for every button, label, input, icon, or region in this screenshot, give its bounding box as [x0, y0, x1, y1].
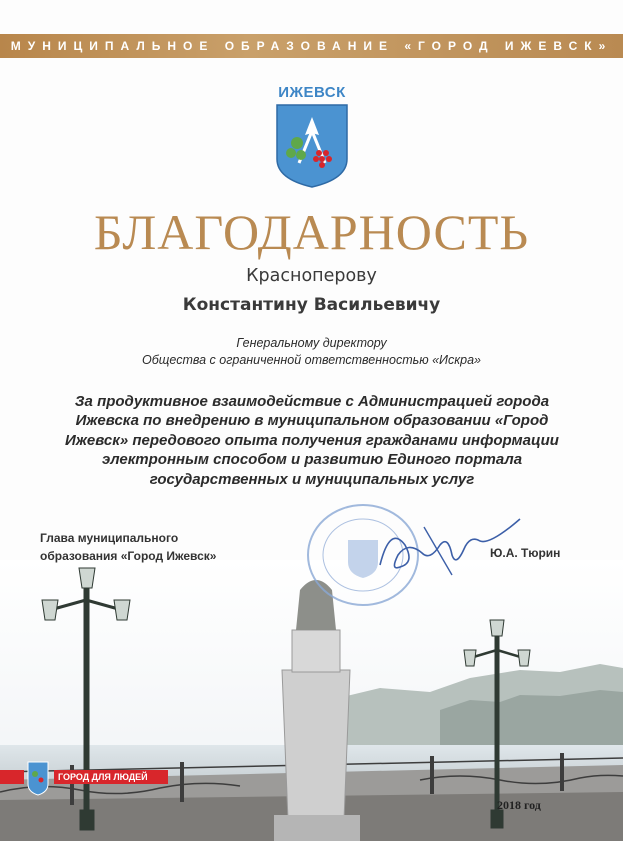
certificate-title: БЛАГОДАРНОСТЬ [93, 204, 530, 260]
certificate-year: 2018 год [497, 798, 541, 812]
city-logo-icon [26, 760, 50, 796]
emblem-city-name: ИЖЕВСК [278, 84, 346, 101]
slogan-banner: ГОРОД ДЛЯ ЛЮДЕЙ [54, 770, 168, 784]
recipient-surname: Красноперову [246, 266, 377, 286]
reason-line: Ижевска по внедрению в муниципальном образовании «Город [75, 412, 549, 430]
signatory-title-line: Глава муниципального [40, 531, 179, 545]
signatory-name: Ю.А. Тюрин [490, 546, 561, 560]
recipient-organization: Общества с ограниченной ответственностью «Искра» [142, 353, 481, 367]
reason-line: электронным способом и развитию Единого портала [101, 451, 523, 469]
recipient-given-names: Константину Васильевичу [182, 295, 441, 315]
gratitude-reason-text [44, 392, 580, 489]
reason-line: государственных и муниципальных услуг [149, 470, 475, 488]
signatory-title [40, 529, 216, 565]
reason-line: За продуктивное взаимодействие с Администрацией города [74, 393, 550, 410]
municipality-header-text: МУНИЦИПАЛЬНОЕ ОБРАЗОВАНИЕ «ГОРОД ИЖЕВСК» [10, 39, 613, 53]
recipient-position: Генеральному директору [236, 336, 387, 350]
reason-line: Ижевск» передового опыта получения гражданами информации [65, 431, 559, 449]
signatory-title-line: образования «Город Ижевск» [40, 549, 217, 563]
izhevsk-coat-of-arms-icon [275, 103, 349, 189]
slogan-bar [0, 770, 24, 784]
handwritten-signature [360, 505, 530, 585]
municipality-header-band [0, 34, 623, 58]
